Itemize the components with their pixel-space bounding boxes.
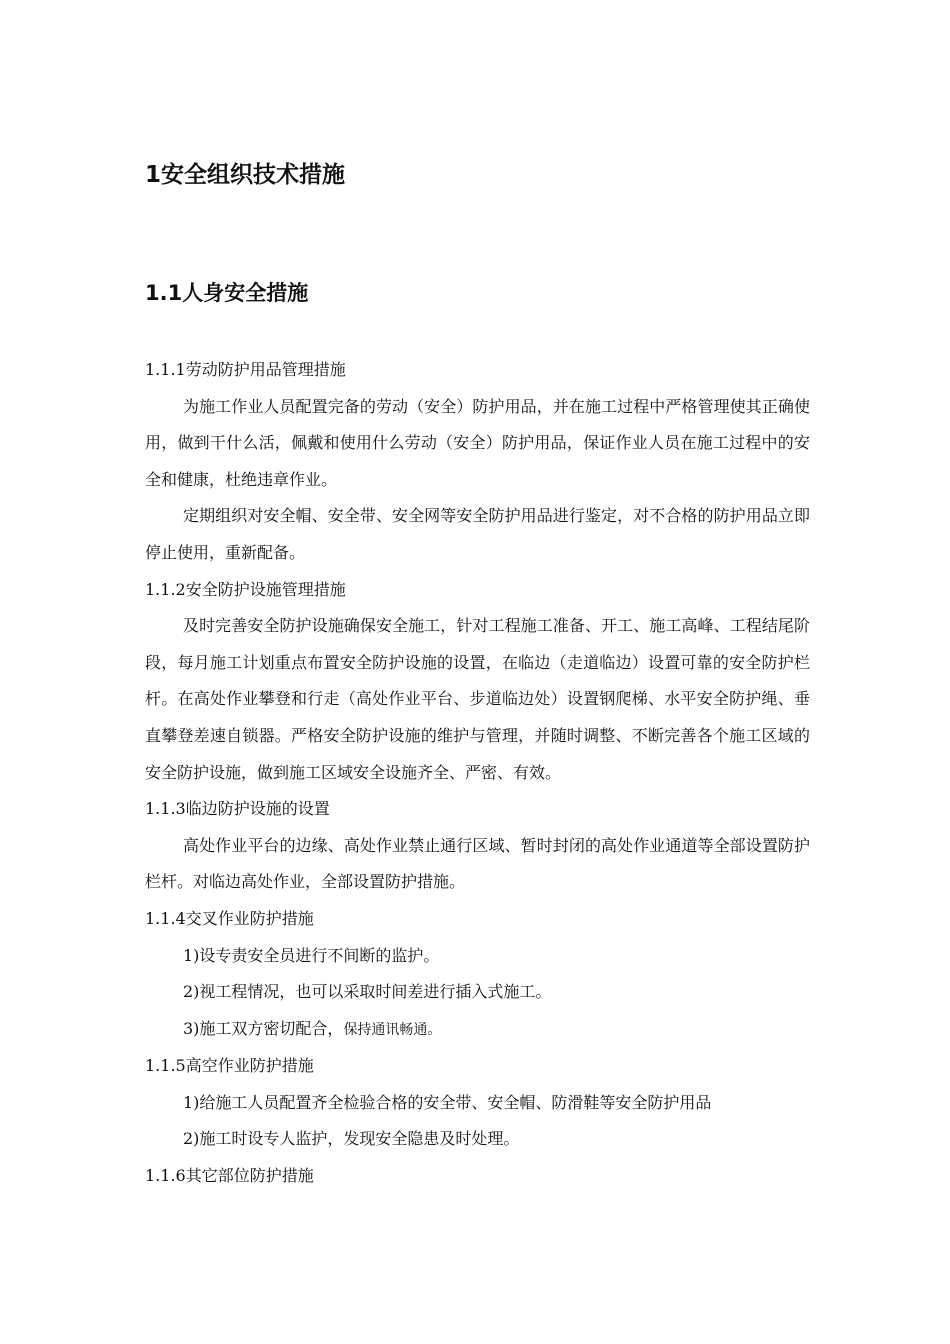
list-item-text-small: 保持通讯畅通。 [343, 1021, 442, 1038]
list-item: 1)给施工人员配置齐全检验合格的安全带、安全帽、防滑鞋等安全防护用品 [183, 1092, 712, 1112]
subsection-title-1-1-4: 1.1.4交叉作业防护措施 [145, 908, 314, 928]
list-item: 2)视工程情况，也可以采取时间差进行插入式施工。 [183, 982, 552, 1002]
paragraph: 高处作业平台的边缘、高处作业禁止通行区域、暂时封闭的高处作业通道等全部设置防护栏杆。对临边高处作业，全部设置防护措施。 [145, 835, 810, 892]
section-heading: 1.1人身安全措施 [145, 281, 309, 305]
chapter-heading: 1安全组织技术措施 [145, 162, 346, 188]
list-item: 2)施工时设专人监护，发现安全隐患及时处理。 [183, 1129, 520, 1149]
subsection-title-1-1-6: 1.1.6其它部位防护措施 [145, 1166, 314, 1186]
paragraph: 为施工作业人员配置完备的劳动（安全）防护用品，并在施工过程中严格管理使其正确使用，做到干什么活，佩戴和使用什么劳动（安全）防护用品，保证作业人员在施工过程中的安全和健康，杜绝违章作业。 [145, 396, 810, 489]
subsection-title-1-1-5: 1.1.5高空作业防护措施 [145, 1056, 314, 1076]
list-item: 1)设专责安全员进行不间断的监护。 [183, 945, 440, 965]
subsection-title-1-1-2: 1.1.2安全防护设施管理措施 [145, 579, 346, 599]
paragraph: 定期组织对安全帽、安全带、安全网等安全防护用品进行鉴定，对不合格的防护用品立即停止使用，重新配备。 [145, 506, 810, 562]
subsection-title-1-1-1: 1.1.1劳动防护用品管理措施 [145, 360, 346, 379]
list-item-text: 3)施工双方密切配合， [183, 1018, 344, 1038]
subsection-title-1-1-3: 1.1.3临边防护设施的设置 [145, 799, 330, 819]
paragraph: 及时完善安全防护设施确保安全施工，针对工程施工准备、开工、施工高峰、工程结尾阶段，每月施工计划重点布置安全防护设施的设置，在临边（走道临边）设置可靠的安全防护栏杆。在高处作业攀登和行走（高处作业平台、步道临边处）设置钢爬梯、水平安全防护绳、垂直攀登差速自锁器。严格安全防护设施的维护与管理，并随时调整、不断完善各个施工区域的安全防护设施，做到施工区域安全设施齐全、严密、有效。 [145, 616, 810, 782]
document-body [145, 352, 810, 1195]
list-item [145, 1011, 810, 1049]
